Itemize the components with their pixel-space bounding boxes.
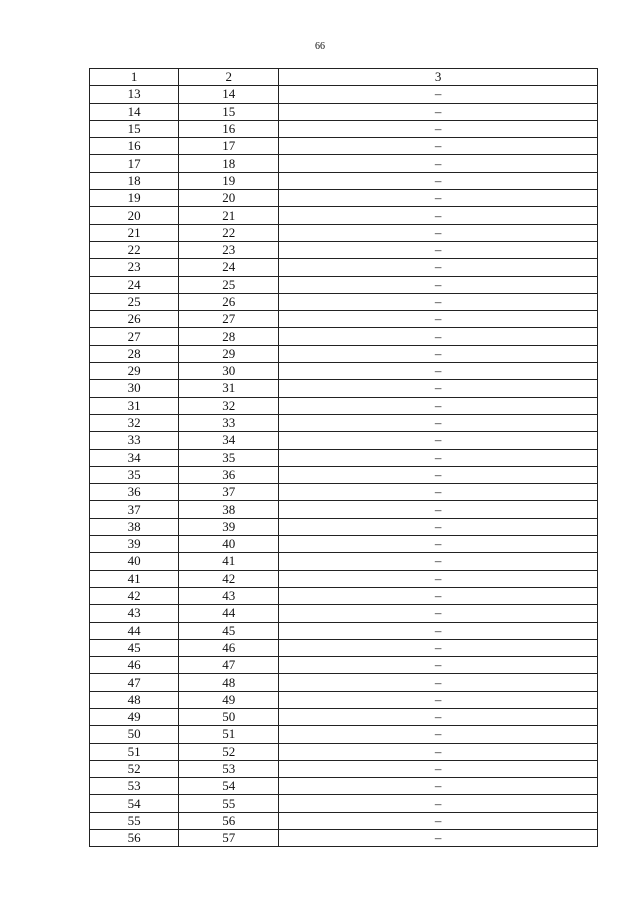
table-cell-col1: 53 <box>90 778 179 795</box>
table-cell-col3: – <box>279 414 598 431</box>
table-cell-col2: 30 <box>179 363 279 380</box>
table-cell-col3: – <box>279 155 598 172</box>
table-cell-col1: 34 <box>90 449 179 466</box>
table-cell-col2: 57 <box>179 830 279 847</box>
table-cell-col1: 18 <box>90 172 179 189</box>
table-cell-col2: 22 <box>179 224 279 241</box>
table-row <box>90 414 598 431</box>
table-cell-col2: 25 <box>179 276 279 293</box>
table-cell-col3: – <box>279 778 598 795</box>
table-cell-col3: – <box>279 276 598 293</box>
table-row <box>90 622 598 639</box>
table-row <box>90 138 598 155</box>
table-cell-col2: 48 <box>179 674 279 691</box>
table-cell-col3: – <box>279 691 598 708</box>
table-cell-col1: 43 <box>90 605 179 622</box>
table-cell-col2: 18 <box>179 155 279 172</box>
table-cell-col2: 56 <box>179 812 279 829</box>
table-row <box>90 397 598 414</box>
table-cell-col2: 16 <box>179 120 279 137</box>
table-row <box>90 812 598 829</box>
header-cell-col2: 2 <box>179 69 279 86</box>
table-row <box>90 380 598 397</box>
table-row <box>90 259 598 276</box>
table-cell-col1: 50 <box>90 726 179 743</box>
table-cell-col1: 20 <box>90 207 179 224</box>
table-cell-col1: 14 <box>90 103 179 120</box>
table-row <box>90 449 598 466</box>
table-row <box>90 103 598 120</box>
table-row <box>90 657 598 674</box>
table-cell-col1: 40 <box>90 553 179 570</box>
table-row <box>90 432 598 449</box>
table-row <box>90 639 598 656</box>
table-row <box>90 518 598 535</box>
table-cell-col2: 36 <box>179 466 279 483</box>
table-cell-col3: – <box>279 622 598 639</box>
table-cell-col1: 30 <box>90 380 179 397</box>
table-cell-col2: 17 <box>179 138 279 155</box>
table-cell-col2: 51 <box>179 726 279 743</box>
table-cell-col2: 26 <box>179 293 279 310</box>
table-cell-col1: 22 <box>90 241 179 258</box>
table-cell-col1: 37 <box>90 501 179 518</box>
table-row <box>90 276 598 293</box>
table-cell-col3: – <box>279 190 598 207</box>
table-cell-col3: – <box>279 380 598 397</box>
table-cell-col1: 51 <box>90 743 179 760</box>
table-row <box>90 691 598 708</box>
table-row <box>90 708 598 725</box>
table-row <box>90 172 598 189</box>
table-row <box>90 293 598 310</box>
table-cell-col1: 39 <box>90 536 179 553</box>
table-cell-col3: – <box>279 812 598 829</box>
table-row <box>90 466 598 483</box>
table-cell-col2: 39 <box>179 518 279 535</box>
table-row <box>90 311 598 328</box>
table-cell-col2: 23 <box>179 241 279 258</box>
header-row <box>90 69 598 86</box>
table-cell-col2: 27 <box>179 311 279 328</box>
table-cell-col3: – <box>279 172 598 189</box>
table-cell-col3: – <box>279 103 598 120</box>
table-row <box>90 743 598 760</box>
table-cell-col3: – <box>279 484 598 501</box>
table-cell-col2: 14 <box>179 86 279 103</box>
table-cell-col3: – <box>279 259 598 276</box>
table-cell-col3: – <box>279 120 598 137</box>
table-cell-col3: – <box>279 760 598 777</box>
table-cell-col3: – <box>279 795 598 812</box>
table-cell-col3: – <box>279 553 598 570</box>
table-cell-col2: 38 <box>179 501 279 518</box>
table-cell-col3: – <box>279 449 598 466</box>
table-cell-col3: – <box>279 830 598 847</box>
table-cell-col2: 52 <box>179 743 279 760</box>
table-cell-col2: 24 <box>179 259 279 276</box>
table-cell-col2: 35 <box>179 449 279 466</box>
table-row <box>90 207 598 224</box>
table-row <box>90 778 598 795</box>
table-row <box>90 484 598 501</box>
table-cell-col3: – <box>279 570 598 587</box>
table-cell-col3: – <box>279 86 598 103</box>
table-cell-col2: 46 <box>179 639 279 656</box>
table-cell-col2: 42 <box>179 570 279 587</box>
header-cell-col3: 3 <box>279 69 598 86</box>
table-cell-col1: 29 <box>90 363 179 380</box>
table-cell-col1: 17 <box>90 155 179 172</box>
table-cell-col3: – <box>279 743 598 760</box>
table-cell-col3: – <box>279 224 598 241</box>
table-cell-col3: – <box>279 397 598 414</box>
table-cell-col1: 45 <box>90 639 179 656</box>
table-cell-col1: 47 <box>90 674 179 691</box>
table-row <box>90 536 598 553</box>
table-cell-col1: 21 <box>90 224 179 241</box>
table-cell-col1: 56 <box>90 830 179 847</box>
table-row <box>90 605 598 622</box>
table-cell-col3: – <box>279 207 598 224</box>
table-row <box>90 726 598 743</box>
table-row <box>90 363 598 380</box>
table-row <box>90 155 598 172</box>
data-table <box>89 68 598 847</box>
table-cell-col1: 23 <box>90 259 179 276</box>
table-row <box>90 674 598 691</box>
table-cell-col1: 48 <box>90 691 179 708</box>
table-cell-col3: – <box>279 501 598 518</box>
table-cell-col1: 32 <box>90 414 179 431</box>
table-cell-col3: – <box>279 345 598 362</box>
table-cell-col1: 54 <box>90 795 179 812</box>
table-cell-col3: – <box>279 708 598 725</box>
table-cell-col2: 55 <box>179 795 279 812</box>
table-cell-col3: – <box>279 328 598 345</box>
table-cell-col1: 35 <box>90 466 179 483</box>
table-cell-col2: 44 <box>179 605 279 622</box>
table-cell-col3: – <box>279 518 598 535</box>
table-cell-col2: 43 <box>179 587 279 604</box>
table-cell-col2: 31 <box>179 380 279 397</box>
table-cell-col2: 15 <box>179 103 279 120</box>
table-cell-col1: 28 <box>90 345 179 362</box>
table-cell-col2: 20 <box>179 190 279 207</box>
table-cell-col2: 37 <box>179 484 279 501</box>
table-cell-col3: – <box>279 536 598 553</box>
table-cell-col1: 52 <box>90 760 179 777</box>
table-cell-col2: 50 <box>179 708 279 725</box>
table-cell-col3: – <box>279 726 598 743</box>
table-cell-col1: 55 <box>90 812 179 829</box>
table-cell-col2: 47 <box>179 657 279 674</box>
table-cell-col1: 36 <box>90 484 179 501</box>
table-header <box>90 69 598 86</box>
table-row <box>90 830 598 847</box>
table-row <box>90 587 598 604</box>
table-row <box>90 501 598 518</box>
table-cell-col1: 38 <box>90 518 179 535</box>
table-cell-col3: – <box>279 605 598 622</box>
table-cell-col1: 16 <box>90 138 179 155</box>
table-cell-col2: 45 <box>179 622 279 639</box>
table-cell-col3: – <box>279 363 598 380</box>
table-cell-col1: 31 <box>90 397 179 414</box>
table-row <box>90 120 598 137</box>
table-cell-col3: – <box>279 432 598 449</box>
table-cell-col3: – <box>279 311 598 328</box>
table-cell-col1: 25 <box>90 293 179 310</box>
table-row <box>90 760 598 777</box>
table-cell-col3: – <box>279 674 598 691</box>
table-cell-col1: 33 <box>90 432 179 449</box>
table-cell-col3: – <box>279 639 598 656</box>
table-cell-col3: – <box>279 138 598 155</box>
table-cell-col2: 19 <box>179 172 279 189</box>
table-cell-col1: 46 <box>90 657 179 674</box>
table-cell-col1: 13 <box>90 86 179 103</box>
table-cell-col2: 33 <box>179 414 279 431</box>
table-cell-col1: 49 <box>90 708 179 725</box>
table-cell-col3: – <box>279 293 598 310</box>
table-cell-col1: 26 <box>90 311 179 328</box>
table-cell-col3: – <box>279 657 598 674</box>
table-cell-col2: 32 <box>179 397 279 414</box>
table-cell-col2: 28 <box>179 328 279 345</box>
table-row <box>90 224 598 241</box>
table-cell-col2: 41 <box>179 553 279 570</box>
table-row <box>90 345 598 362</box>
table-row <box>90 795 598 812</box>
table-cell-col2: 49 <box>179 691 279 708</box>
table-cell-col1: 24 <box>90 276 179 293</box>
header-cell-col1: 1 <box>90 69 179 86</box>
table-cell-col3: – <box>279 587 598 604</box>
table-cell-col2: 54 <box>179 778 279 795</box>
table-row <box>90 328 598 345</box>
table-cell-col2: 40 <box>179 536 279 553</box>
table-body <box>90 86 598 847</box>
table-row <box>90 553 598 570</box>
table-cell-col1: 27 <box>90 328 179 345</box>
table-cell-col2: 53 <box>179 760 279 777</box>
table-cell-col1: 42 <box>90 587 179 604</box>
table-row <box>90 190 598 207</box>
table-cell-col2: 34 <box>179 432 279 449</box>
table-cell-col2: 29 <box>179 345 279 362</box>
table-cell-col2: 21 <box>179 207 279 224</box>
table-cell-col1: 15 <box>90 120 179 137</box>
table-row <box>90 86 598 103</box>
table-cell-col1: 19 <box>90 190 179 207</box>
table-cell-col1: 44 <box>90 622 179 639</box>
table-row <box>90 241 598 258</box>
table-cell-col3: – <box>279 466 598 483</box>
page-number: 66 <box>315 41 325 52</box>
table-cell-col1: 41 <box>90 570 179 587</box>
table-row <box>90 570 598 587</box>
table-cell-col3: – <box>279 241 598 258</box>
